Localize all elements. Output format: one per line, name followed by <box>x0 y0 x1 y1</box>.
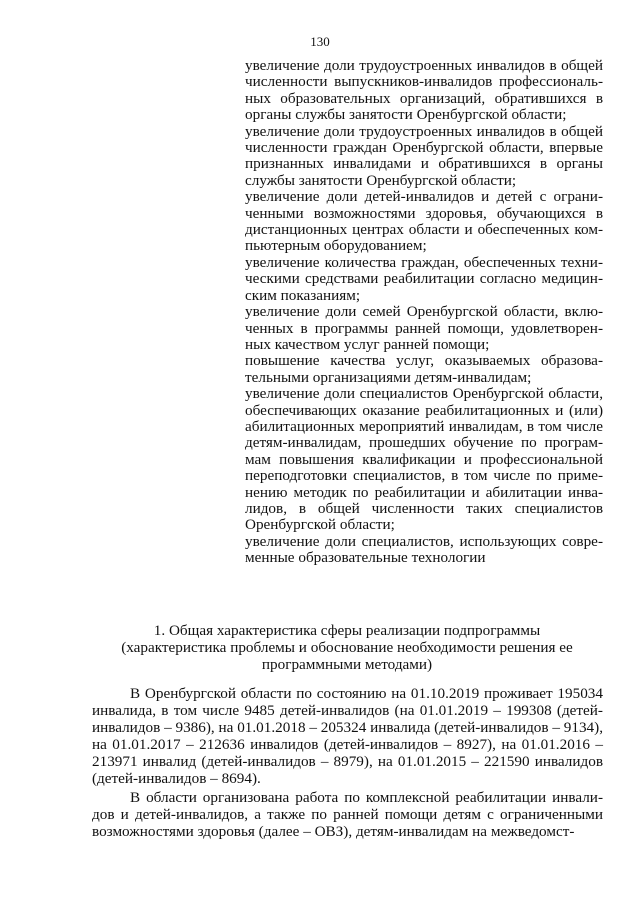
list-item: увеличение доли трудоустроенных инвалидов в общей численности граждан Оренбургской области, впервые признанных инвалидами и обратившихся в органы службы занятости Оренбургской области; <box>245 122 603 189</box>
body-text <box>92 685 603 842</box>
list-item: увеличение доли семей Оренбургской области, включенных в программы ранней помощи, удовлетворенных качеством услуг ранней помощи; <box>245 303 603 353</box>
paragraph: В Оренбургской области по состоянию на 01.10.2019 проживает 195034 инвалида, в том числе 9485 детей-инвалидов (на 01.01.2019 – 199308 (детей-инвалидов – 9386), на 01.01.2018 – 205324 инвалида (детей-инвалидов – 9134), на 01.01.2017 – 212636 инвалидов (детей-инвалидов – 8927), на 01.01.2016 – 213971 инвалид (детей-инвалидов – 8979), на 01.01.2015 – 221590 инвалидов (детей-инвалидов – 8694). <box>92 685 603 788</box>
section-heading-line: программными методами) <box>261 656 433 674</box>
list-item: повышение качества услуг, оказываемых образовательными организациями детям-инвалидам; <box>245 352 603 386</box>
section-heading-line: (характеристика проблемы и обоснование необходимости решения ее <box>121 639 573 657</box>
list-item: увеличение доли специалистов, использующих современные образовательные технологии <box>245 532 603 567</box>
page-number: 130 <box>310 34 330 49</box>
list-item: увеличение количества граждан, обеспеченных техническими средствами реабилитации согласно медицинским показаниям; <box>245 253 603 304</box>
list-item: увеличение доли детей-инвалидов и детей с ограниченными возможностями здоровья, обучающихся в дистанционных центрах области и обеспеченных компьютерным оборудованием; <box>245 188 603 255</box>
list-item: увеличение доли трудоустроенных инвалидов в общей численности выпускников-инвалидов профессиональных образовательных организаций, обратившихся в органы службы занятости Оренбургской области; <box>245 57 603 124</box>
section-heading <box>92 622 602 674</box>
paragraph: В области организована работа по комплексной реабилитации инвалидов и детей-инвалидов, а также по ранней помощи детям с ограниченными возможностями здоровья (далее – ОВЗ), детям-инвалидам на межведомст- <box>92 789 603 841</box>
list-item: увеличение доли специалистов Оренбургской области, обеспечивающих оказание реабилитационных и (или) абилитационных мероприятий инвалидам, в том числе детям-инвалидам, прошедших обучение по программам повышения квалификации и профессиональной переподготовки специалистов, в том числе по применению методик по реабилитации и абилитации инвалидов, в общей численности таких специалистов Оренбургской области; <box>245 385 603 534</box>
section-heading-line: 1. Общая характеристика сферы реализации подпрограммы <box>153 622 541 639</box>
target-indicators-list <box>245 58 603 567</box>
